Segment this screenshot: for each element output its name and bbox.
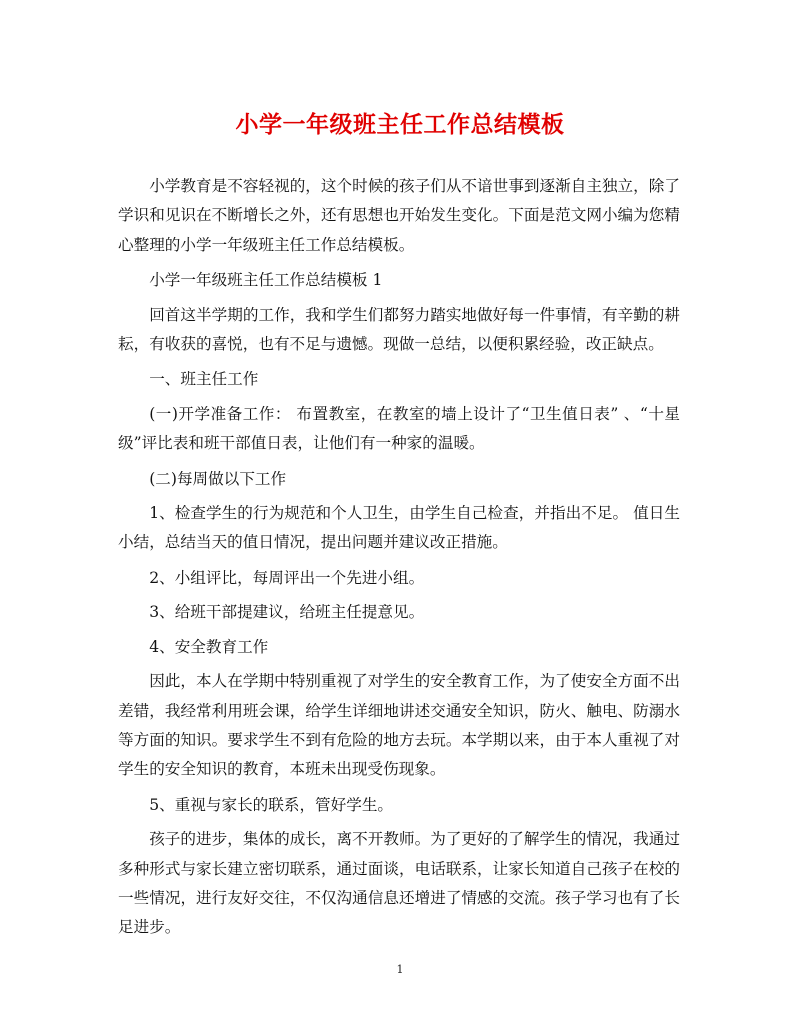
- summary-paragraph: 回首这半学期的工作，我和学生们都努力踏实地做好每一件事情，有辛勤的耕耘，有收获的喜悦，也有不足与遗憾。现做一总结，以便积累经验，改正缺点。: [118, 305, 680, 354]
- body-paragraph: (一)开学准备工作： 布置教室，在教室的墙上设计了“卫生值日表” 、“十星级”评比表和班干部值日表，让他们有一种家的温暖。: [118, 404, 680, 453]
- list-item: 2、小组评比，每周评出一个先进小组。: [149, 568, 425, 587]
- list-item: 4、安全教育工作: [149, 637, 269, 656]
- body-paragraph: 孩子的进步，集体的成长，离不开教师。为了更好的了解学生的情况，我通过多种形式与家长建立密切联系，通过面谈，电话联系，让家长知道自己孩子在校的一些情况，进行友好交往，不仅沟通信息还增进了情感的交流。孩子学习也有了长足进步。: [118, 830, 680, 937]
- document-body: [118, 172, 680, 949]
- list-item: 5、重视与家长的联系，管好学生。: [149, 795, 394, 814]
- intro-paragraph: 小学教育是不容轻视的，这个时候的孩子们从不谙世事到逐渐自主独立，除了学识和见识在不断增长之外，还有思想也开始发生变化。下面是范文网小编为您精心整理的小学一年级班主任工作总结模板。: [118, 177, 680, 254]
- section-heading: (二)每周做以下工作: [149, 469, 287, 488]
- list-item: 3、给班干部提建议，给班主任提意见。: [149, 603, 425, 622]
- body-paragraph: 因此，本人在学期中特别重视了对学生的安全教育工作，为了使安全方面不出差错，我经常利用班会课，给学生详细地讲述交通安全知识，防火、触电、防溺水等方面的知识。要求学生不到有危险的地方去玩。本学期以来，由于本人重视了对学生的安全知识的教育，本班未出现受伤现象。: [118, 672, 680, 779]
- section-heading: 小学一年级班主任工作总结模板 1: [149, 271, 383, 290]
- page-number: 1: [396, 963, 404, 976]
- document-title: 小学一年级班主任工作总结模板: [235, 111, 565, 138]
- section-heading: 一、班主任工作: [149, 370, 259, 389]
- body-paragraph: 1、检查学生的行为规范和个人卫生，由学生自己检查，并指出不足。 值日生小结，总结当天的值日情况，提出问题并建议改正措施。: [118, 504, 680, 552]
